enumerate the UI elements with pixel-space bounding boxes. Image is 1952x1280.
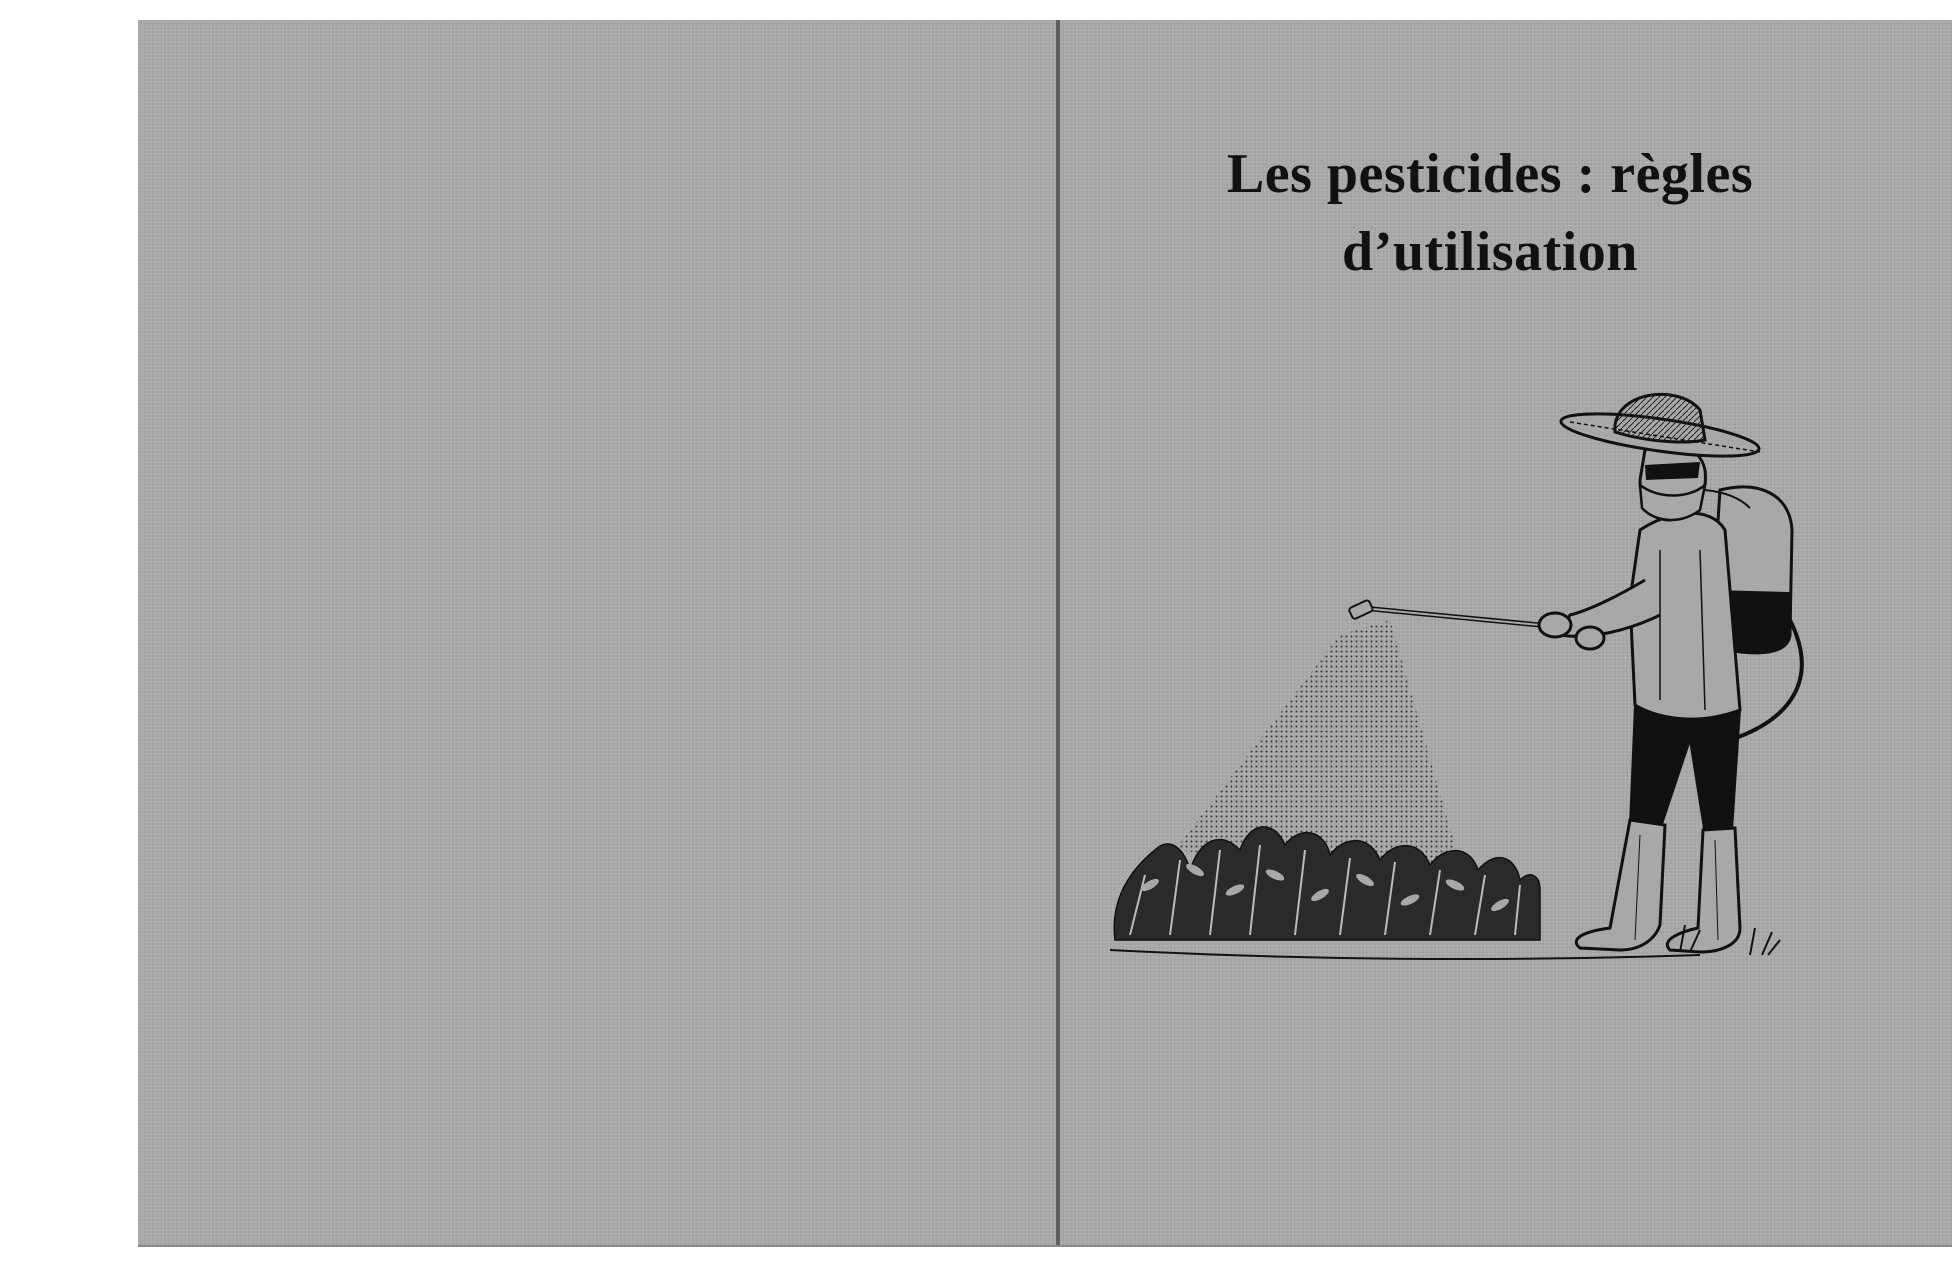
farmer-spraying-pesticide-icon — [1100, 380, 1880, 1000]
cover-title-line-2: d’utilisation — [1342, 221, 1638, 283]
back-cover-page — [138, 20, 1058, 1245]
cover-title-line-1: Les pesticides : règles — [1226, 143, 1754, 205]
cover-title — [1150, 135, 1830, 291]
page-bottom-edge — [138, 1245, 1952, 1247]
booklet-spine — [1056, 20, 1060, 1245]
